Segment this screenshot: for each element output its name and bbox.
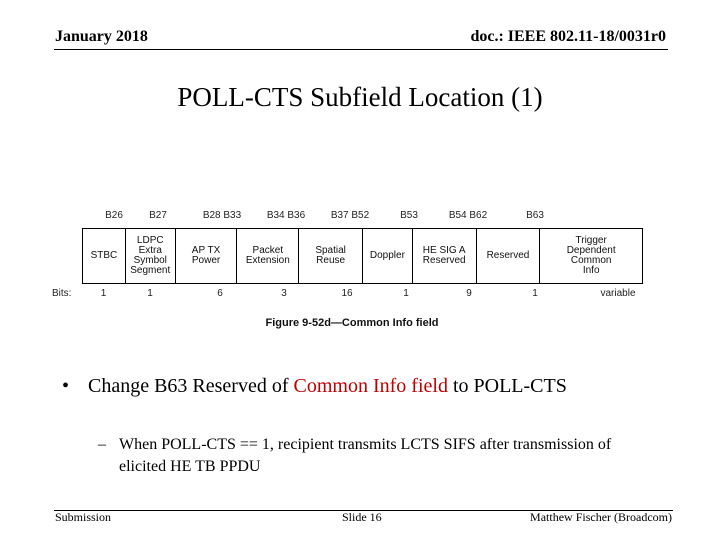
- bit-position-b34-b36: B34 B36: [266, 210, 306, 221]
- field-spatial-reuse: Spatial Reuse: [299, 229, 363, 283]
- bit-position-b54-b62: B54 B62: [448, 210, 488, 221]
- bullet-text: [88, 374, 672, 398]
- bit-position-b37-b52: B37 B52: [330, 210, 370, 221]
- footer-submission: Submission: [55, 510, 112, 524]
- field-doppler: Doppler: [363, 229, 413, 283]
- field-ap-tx-power: AP TX Power: [176, 229, 238, 283]
- bits-ap-tx-power: 6: [217, 288, 223, 299]
- field-reserved: Reserved: [477, 229, 541, 283]
- field-stbc: STBC: [83, 229, 126, 283]
- bits-trigger-dependent: variable: [600, 288, 636, 299]
- field-trigger-dependent-common-info: Trigger Dependent Common Info: [566, 235, 616, 276]
- bit-position-b63: B63: [526, 210, 544, 221]
- bullet-text-pre: Change B63 Reserved of: [88, 375, 294, 397]
- header-doc-id: doc.: IEEE 802.11-18/0031r0: [470, 28, 666, 45]
- bits-packet-extension: 3: [281, 288, 287, 299]
- header-date: January 2018: [55, 28, 148, 45]
- main-bullet: [62, 374, 672, 398]
- figure-caption: Figure 9-52d—Common Info field: [265, 317, 439, 329]
- bit-position-b53: B53: [400, 210, 418, 221]
- bit-position-b28-b33: B28 B33: [202, 210, 242, 221]
- header-rule: [54, 49, 668, 50]
- field-ldpc-extra-symbol-segment: LDPC Extra Symbol Segment: [126, 229, 176, 283]
- bits-spatial-reuse: 16: [341, 288, 353, 299]
- field-he-sig-a-reserved: HE SIG A Reserved: [413, 229, 477, 283]
- bullet-marker: •: [62, 375, 70, 397]
- bullet-text-highlight: Common Info field: [293, 375, 448, 397]
- bits-ldpc: 1: [147, 288, 153, 299]
- bits-label: Bits:: [52, 288, 72, 299]
- bits-doppler: 1: [403, 288, 409, 299]
- footer-author: Matthew Fischer (Broadcom): [530, 510, 672, 524]
- field-packet-extension: Packet Extension: [237, 229, 299, 283]
- footer-slide-number: Slide 16: [342, 510, 382, 524]
- sub-bullet: [98, 434, 658, 478]
- sub-bullet-marker: –: [98, 436, 106, 453]
- bit-position-b26: B26: [105, 210, 123, 221]
- bullet-text-post: to POLL-CTS: [447, 375, 567, 397]
- bits-he-sig-a-reserved: 9: [466, 288, 472, 299]
- bit-position-b27: B27: [149, 210, 167, 221]
- slide-title: POLL-CTS Subfield Location (1): [177, 82, 543, 112]
- common-info-field-table: [82, 228, 643, 284]
- sub-bullet-text: When POLL-CTS == 1, recipient transmits LCTS SIFS after transmission of elicited HE TB PPDU: [119, 436, 612, 475]
- bits-stbc: 1: [100, 288, 107, 299]
- bits-reserved: 1: [532, 288, 538, 299]
- common-info-figure: [52, 206, 652, 336]
